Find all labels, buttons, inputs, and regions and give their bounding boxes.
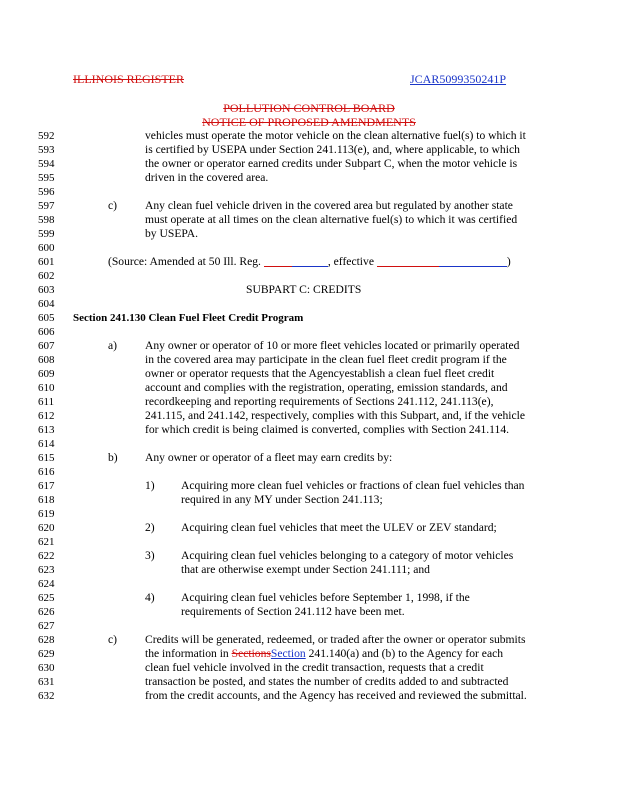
- line-number: 592: [38, 130, 55, 142]
- line-number: 610: [38, 382, 55, 394]
- line-number: 615: [38, 452, 55, 464]
- line-number: 619: [38, 508, 55, 520]
- line-number: 616: [38, 466, 55, 478]
- text-line: account and complies with the registration, operating, emission standards, and: [145, 381, 508, 394]
- line-number: 623: [38, 564, 55, 576]
- item-number: 4): [145, 591, 155, 604]
- text-line: transaction be posted, and states the number of credits added to and subtracted: [145, 675, 509, 688]
- text-line: 241.115, and 241.142, respectively, complies with this Subpart, and, if the vehicle: [145, 409, 526, 422]
- source-note: [108, 255, 511, 269]
- text-line: from the credit accounts, and the Agency has received and reviewed the submittal.: [145, 689, 527, 702]
- line-number: 618: [38, 494, 55, 506]
- line-number: 603: [38, 284, 55, 296]
- jcar-number: JCAR5099350241P: [410, 72, 507, 86]
- inserted-text: Section: [270, 647, 306, 660]
- line-number: 599: [38, 228, 55, 240]
- text-line: Acquiring more clean fuel vehicles or fractions of clean fuel vehicles than: [181, 479, 525, 492]
- line-number: 601: [38, 256, 55, 268]
- line-number: 630: [38, 662, 55, 674]
- line-number: 612: [38, 410, 55, 422]
- text-line: [145, 647, 503, 661]
- item-number: 2): [145, 521, 155, 534]
- notice-title: NOTICE OF PROPOSED AMENDMENTS: [202, 115, 416, 129]
- line-number: 631: [38, 676, 55, 688]
- text-line: for which credit is being claimed is converted, complies with Section 241.114.: [145, 423, 510, 436]
- line-number: 604: [38, 298, 55, 310]
- item-number: 3): [145, 549, 155, 562]
- text-line: driven in the covered area.: [145, 171, 269, 184]
- line-number: 627: [38, 620, 55, 632]
- source-prefix: (Source: Amended at 50 Ill. Reg.: [108, 255, 264, 268]
- register-name: ILLINOIS REGISTER: [73, 72, 184, 86]
- text-line: clean fuel vehicle involved in the credit transaction, requests that a credit: [145, 661, 484, 674]
- text-line: requirements of Section 241.112 have been met.: [181, 605, 405, 618]
- line-number: 608: [38, 354, 55, 366]
- text-line: must operate at all times on the clean alternative fuel(s) to which it was certified: [145, 213, 518, 226]
- item-number: 1): [145, 479, 155, 492]
- text-line: Any owner or operator of a fleet may earn credits by:: [145, 451, 393, 464]
- text-line: Acquiring clean fuel vehicles before September 1, 1998, if the: [181, 591, 470, 604]
- line-number: 593: [38, 144, 55, 156]
- line-number: 621: [38, 536, 55, 548]
- line-number: 632: [38, 690, 55, 702]
- section-heading: Section 241.130 Clean Fuel Fleet Credit Program: [73, 312, 304, 324]
- line-number: 606: [38, 326, 55, 338]
- text-line: in the covered area may participate in the clean fuel fleet credit program if the: [145, 353, 507, 366]
- item-label: c): [108, 199, 118, 212]
- item-label: a): [108, 339, 118, 352]
- line-number: 596: [38, 186, 55, 198]
- text-line: is certified by USEPA under Section 241.113(e), and, where applicable, to which: [145, 143, 520, 156]
- text-line: recordkeeping and reporting requirements of Sections 241.112, 241.113(e),: [145, 395, 494, 408]
- source-effective: , effective: [327, 255, 377, 268]
- line-number: 607: [38, 340, 55, 352]
- text-line: vehicles must operate the motor vehicle on the clean alternative fuel(s) to which it: [145, 129, 526, 142]
- line-number: 620: [38, 522, 55, 534]
- line-number: 600: [38, 242, 55, 254]
- line-number: 597: [38, 200, 55, 212]
- line-number: 613: [38, 424, 55, 436]
- line-number: 594: [38, 158, 55, 170]
- item-label: b): [108, 451, 118, 464]
- line-number: 602: [38, 270, 55, 282]
- line-number: 626: [38, 606, 55, 618]
- line-number: 617: [38, 480, 55, 492]
- board-title: POLLUTION CONTROL BOARD: [223, 101, 395, 115]
- line-number: 628: [38, 634, 55, 646]
- text-line: Any clean fuel vehicle driven in the covered area but regulated by another state: [145, 199, 513, 212]
- line-number: 625: [38, 592, 55, 604]
- text-line: Credits will be generated, redeemed, or traded after the owner or operator submits: [145, 633, 526, 646]
- line-number: 609: [38, 368, 55, 380]
- subpart-heading: SUBPART C: CREDITS: [246, 283, 362, 296]
- line-number: 624: [38, 578, 55, 590]
- line-number: 611: [38, 396, 55, 408]
- line-number: 595: [38, 172, 55, 184]
- text-line: Acquiring clean fuel vehicles that meet the ULEV or ZEV standard;: [181, 521, 497, 534]
- text-run: 241.140(a) and (b) to the Agency for each: [305, 647, 504, 660]
- item-label: c): [108, 633, 118, 646]
- line-number: 629: [38, 648, 55, 660]
- text-line: that are otherwise exempt under Section 241.111; and: [181, 563, 430, 576]
- source-close: ): [506, 255, 511, 268]
- text-line: Acquiring clean fuel vehicles belonging to a category of motor vehicles: [181, 549, 514, 562]
- deleted-text: Sections: [231, 647, 271, 660]
- text-run: the information in: [145, 647, 232, 660]
- line-number: 614: [38, 438, 55, 450]
- line-number: 598: [38, 214, 55, 226]
- line-number: 622: [38, 550, 55, 562]
- text-line: owner or operator requests that the Agencyestablish a clean fuel fleet credit: [145, 367, 495, 380]
- text-line: by USEPA.: [145, 227, 199, 240]
- text-line: Any owner or operator of 10 or more fleet vehicles located or primarily operated: [145, 339, 520, 352]
- line-number: 605: [38, 312, 55, 324]
- text-line: required in any MY under Section 241.113;: [181, 493, 383, 506]
- text-line: the owner or operator earned credits under Subpart C, when the motor vehicle is: [145, 157, 518, 170]
